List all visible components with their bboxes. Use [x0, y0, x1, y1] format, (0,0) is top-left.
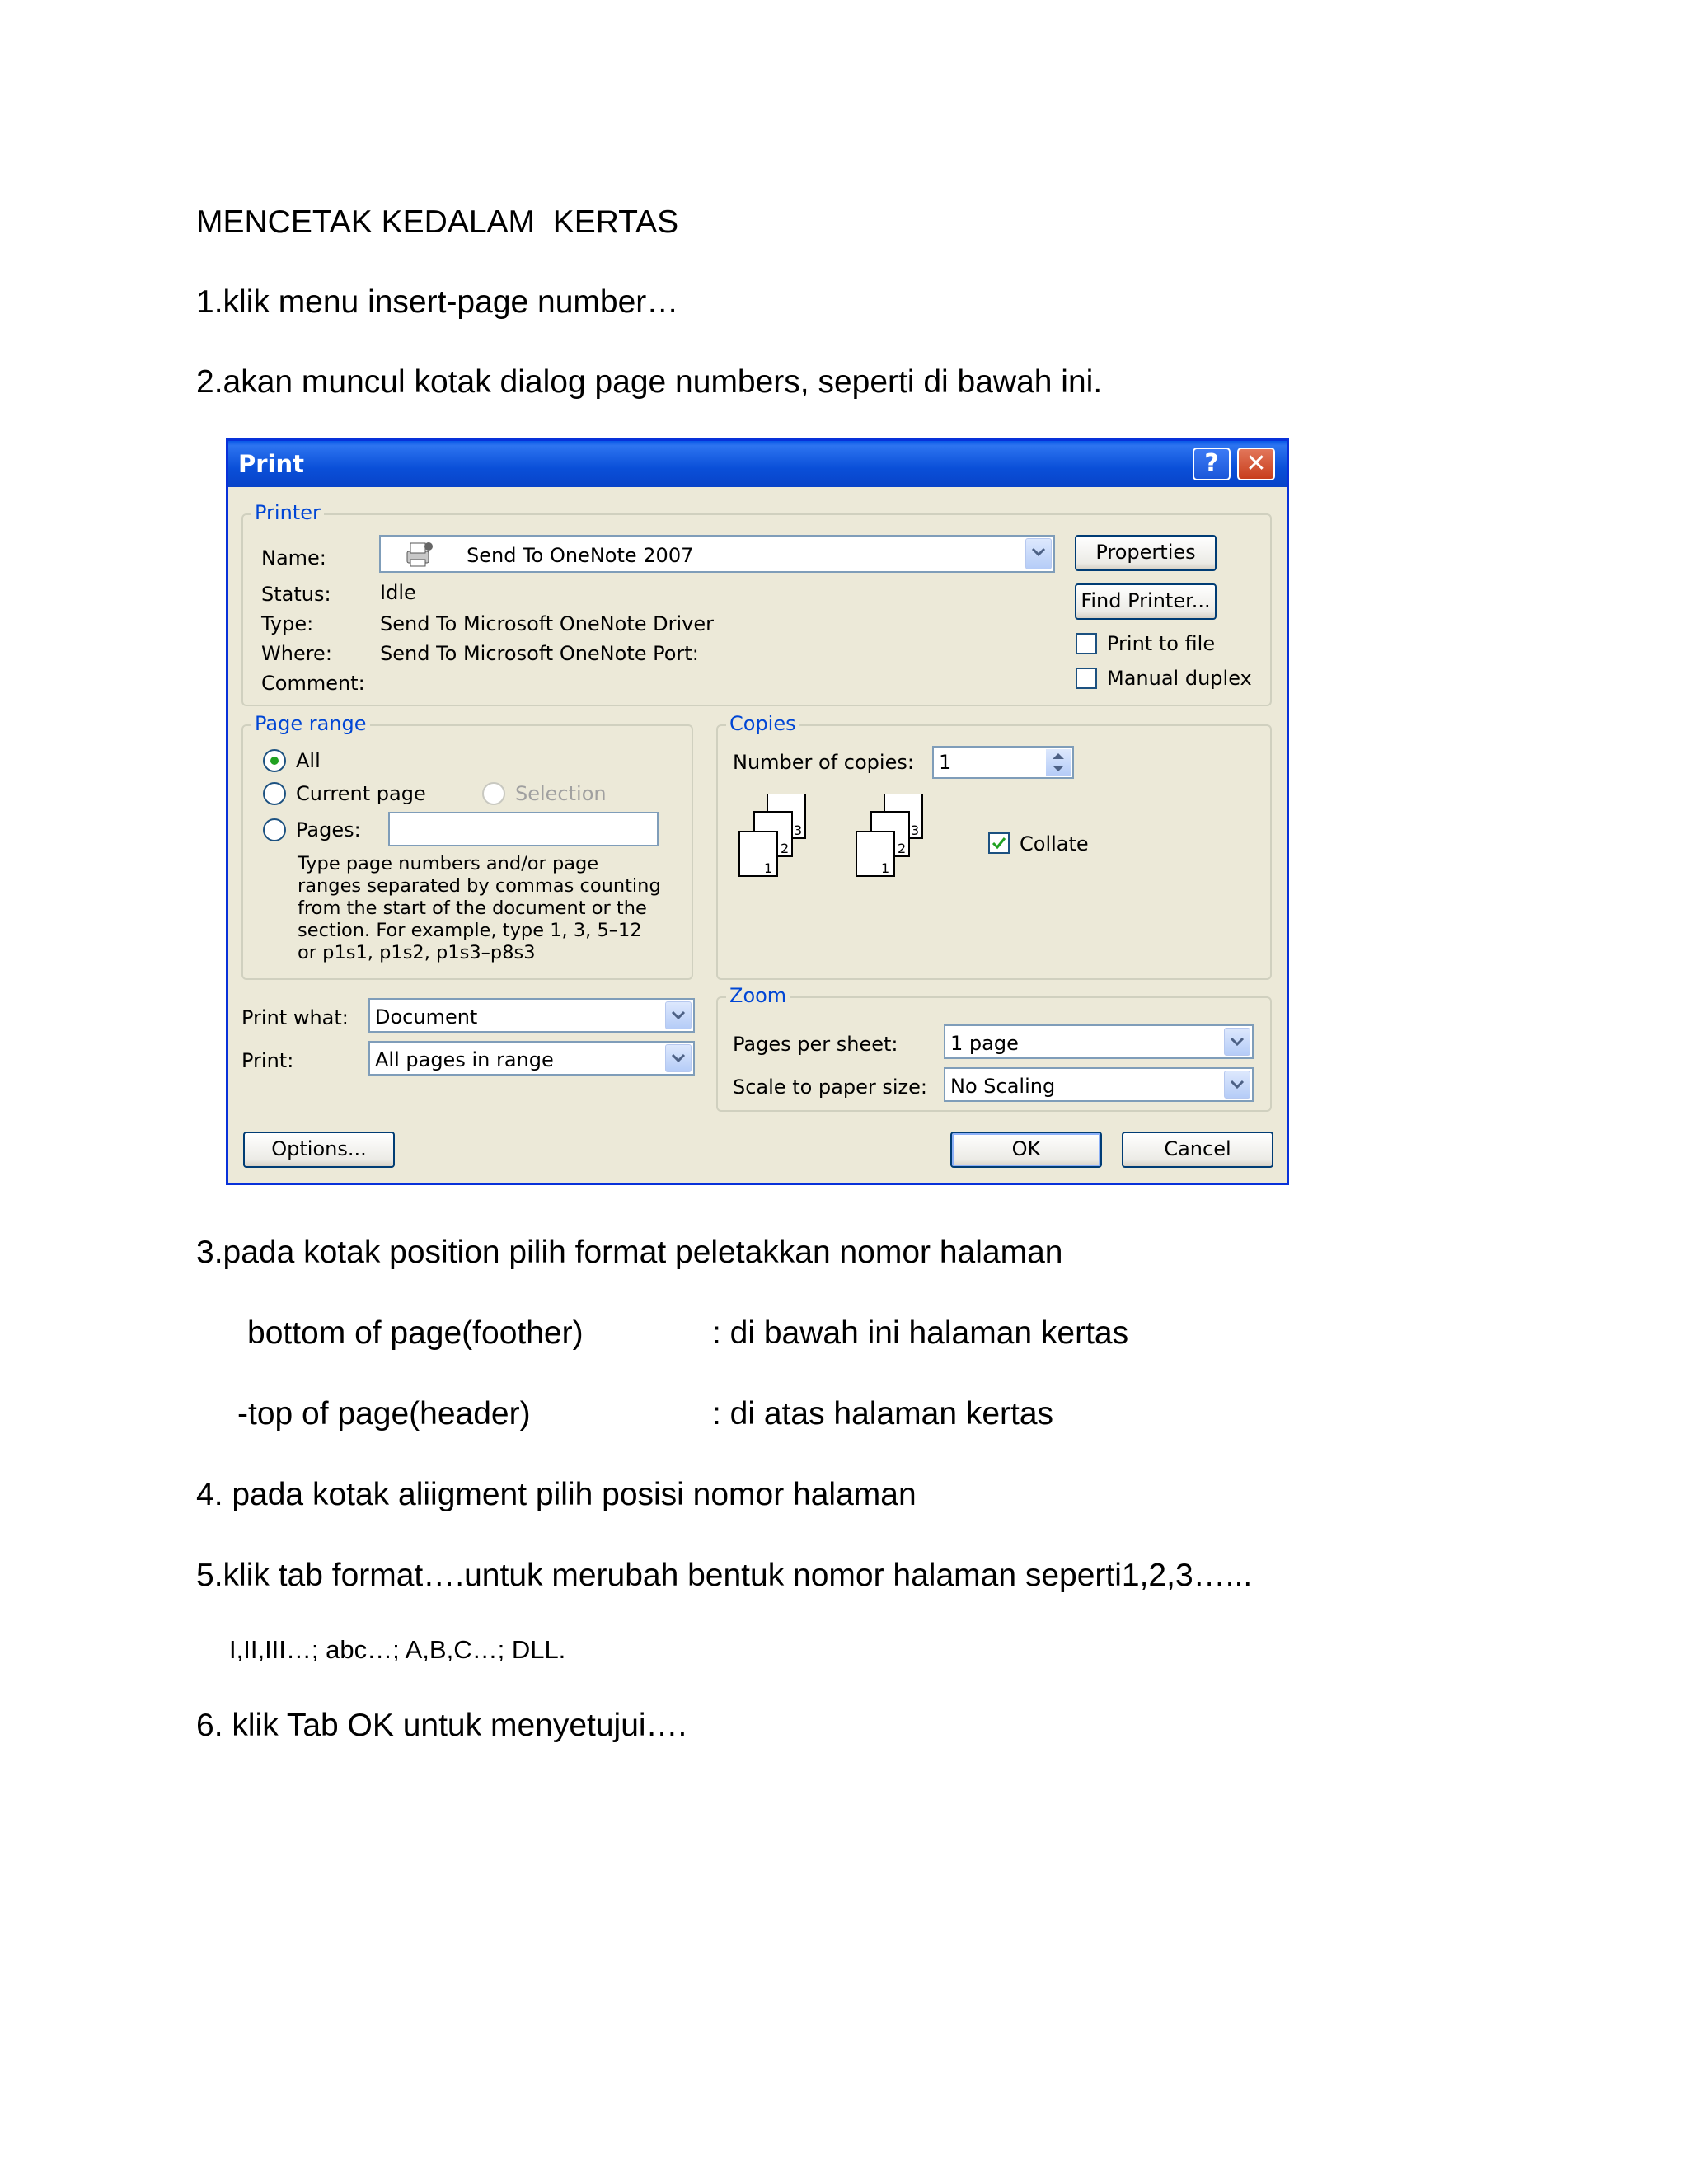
page-label-2b: 2 [898, 841, 907, 856]
print-what-value: Document [375, 1005, 478, 1029]
step-5-subtext: I,II,III…; abc…; A,B,C…; DLL. [229, 1635, 566, 1664]
pages-radio[interactable] [263, 818, 286, 841]
collate-label[interactable]: Collate [1020, 832, 1089, 855]
comment-label: Comment: [261, 672, 365, 695]
status-value: Idle [380, 581, 416, 604]
dialog-titlebar[interactable] [228, 441, 1287, 487]
step-1-text: 1.klik menu insert-page number… [196, 284, 679, 320]
find-printer-button[interactable]: Find Printer... [1075, 583, 1217, 620]
status-label: Status: [261, 583, 331, 606]
manual-duplex-checkbox[interactable] [1076, 668, 1097, 689]
number-of-copies-value: 1 [939, 751, 952, 774]
print-to-file-checkbox[interactable] [1076, 633, 1097, 654]
print-to-file-label[interactable]: Print to file [1107, 632, 1216, 655]
chevron-down-icon[interactable] [665, 1001, 692, 1029]
type-value: Send To Microsoft OneNote Driver [380, 612, 714, 635]
close-button[interactable]: ✕ [1237, 448, 1275, 480]
pages-per-sheet-value: 1 page [950, 1032, 1019, 1055]
number-of-copies-input[interactable] [932, 746, 1074, 779]
step-2-text: 2.akan muncul kotak dialog page numbers, seperti di bawah ini. [196, 364, 1103, 400]
selection-radio[interactable] [482, 782, 505, 805]
spinner-icon[interactable] [1046, 749, 1071, 776]
print-what-select[interactable] [368, 998, 695, 1033]
properties-button[interactable]: Properties [1075, 535, 1217, 571]
page-label-1a: 1 [764, 860, 773, 876]
selection-label: Selection [515, 782, 607, 805]
where-value: Send To Microsoft OneNote Port: [380, 642, 699, 665]
pages-label[interactable]: Pages: [296, 818, 361, 841]
current-page-label[interactable]: Current page [296, 782, 426, 805]
printer-name-select[interactable] [379, 535, 1055, 573]
checkmark-icon [990, 834, 1008, 852]
where-label: Where: [261, 642, 332, 665]
pages-per-sheet-select[interactable] [944, 1024, 1254, 1059]
option-bottom-desc: : di bawah ini halaman kertas [712, 1315, 1129, 1351]
print-what-label: Print what: [241, 1006, 349, 1029]
document-title: MENCETAK KEDALAM KERTAS [196, 204, 679, 240]
page-label-3b: 3 [911, 823, 920, 838]
print-select[interactable] [368, 1041, 695, 1076]
page-label-3a: 3 [794, 823, 803, 838]
option-top-name: -top of page(header) [237, 1396, 531, 1432]
help-button[interactable]: ? [1193, 448, 1231, 480]
page-label-2a: 2 [781, 841, 790, 856]
type-label: Type: [261, 612, 314, 635]
printer-icon [402, 540, 435, 574]
chevron-down-icon[interactable] [1224, 1071, 1250, 1099]
all-radio[interactable] [263, 749, 286, 772]
dialog-title: Print [238, 450, 305, 478]
step-5-text: 5.klik tab format….untuk merubah bentuk nomor halaman seperti1,2,3…... [196, 1558, 1253, 1593]
scale-select[interactable] [944, 1067, 1254, 1102]
printer-legend: Printer [251, 501, 324, 524]
collate-illustration [731, 794, 945, 893]
ok-button[interactable]: OK [950, 1132, 1102, 1168]
scale-label: Scale to paper size: [733, 1076, 927, 1099]
print-value: All pages in range [375, 1048, 554, 1071]
options-button[interactable]: Options... [243, 1132, 395, 1168]
scale-value: No Scaling [950, 1075, 1056, 1098]
collate-checkbox[interactable] [988, 832, 1010, 854]
pages-input[interactable] [388, 812, 659, 846]
printer-name-value: Send To OneNote 2007 [467, 544, 694, 567]
copies-legend: Copies [726, 712, 799, 735]
step-4-text: 4. pada kotak aliigment pilih posisi nomor halaman [196, 1477, 917, 1512]
chevron-down-icon[interactable] [1224, 1028, 1250, 1056]
print-dialog [226, 438, 1289, 1185]
page-range-note: Type page numbers and/or page ranges separated by commas counting from the start of the document or the section. For example, type 1, 3, 5–12 or p1s1, p1s2, p1s3–p8s3 [298, 853, 661, 963]
print-label: Print: [241, 1049, 294, 1072]
option-bottom-name: bottom of page(foother) [247, 1315, 584, 1351]
chevron-down-icon[interactable] [1025, 538, 1052, 569]
cancel-button[interactable]: Cancel [1122, 1132, 1273, 1168]
current-page-radio[interactable] [263, 782, 286, 805]
page-label-1b: 1 [881, 860, 890, 876]
manual-duplex-label[interactable]: Manual duplex [1107, 667, 1252, 690]
option-top-desc: : di atas halaman kertas [712, 1396, 1054, 1432]
pages-per-sheet-label: Pages per sheet: [733, 1033, 898, 1056]
name-label: Name: [261, 546, 326, 569]
step-3-text: 3.pada kotak position pilih format peletakkan nomor halaman [196, 1235, 1063, 1270]
all-label[interactable]: All [296, 749, 321, 772]
zoom-legend: Zoom [726, 984, 790, 1007]
number-of-copies-label: Number of copies: [733, 751, 914, 774]
step-6-text: 6. klik Tab OK untuk menyetujui…. [196, 1708, 687, 1743]
chevron-down-icon[interactable] [665, 1044, 692, 1072]
page-range-legend: Page range [251, 712, 370, 735]
